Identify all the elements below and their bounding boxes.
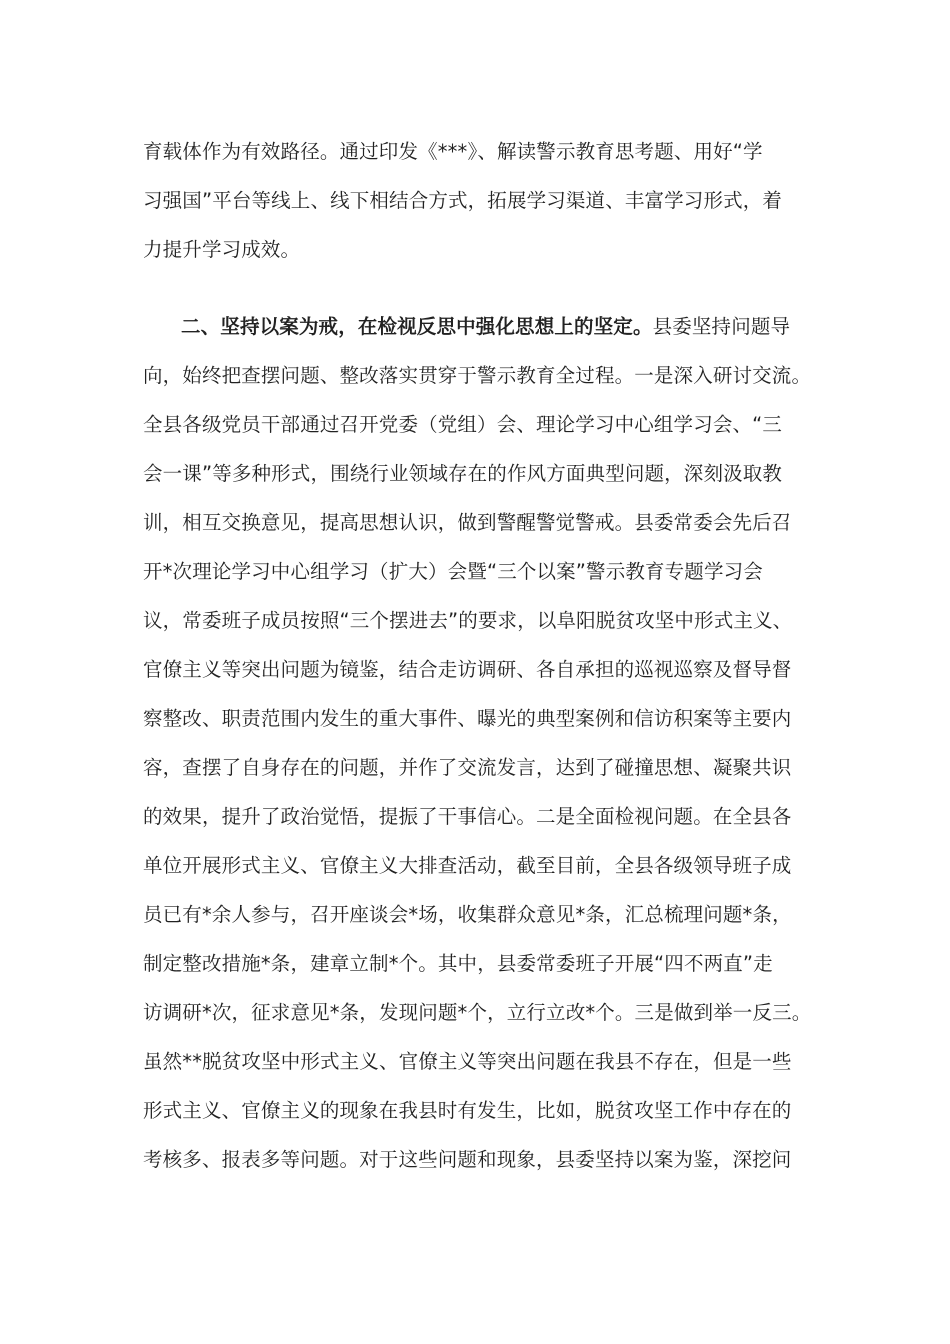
paragraph-1-line-3: 力提升学习成效。 [143,238,301,261]
paragraph-2-line: 员已有*余人参与，召开座谈会*场，收集群众意见*条，汇总梳理问题*条， [143,903,792,926]
paragraph-1-line-1: 育载体作为有效路径。通过印发《***》、解读警示教育思考题、用好“学 [143,140,763,163]
section-heading: 二、坚持以案为戒，在检视反思中强化思想上的坚定。 [181,315,653,338]
paragraph-2-line: 的效果，提升了政治觉悟，提振了干事信心。二是全面检视问题。在全县各 [143,805,792,828]
section-heading-continuation: 县委坚持问题导 [652,315,791,338]
paragraph-2-line: 单位开展形式主义、官僚主义大排查活动，截至目前，全县各级领导班子成 [143,854,792,877]
paragraph-2-line: 形式主义、官僚主义的现象在我县时有发生，比如，脱贫攻坚工作中存在的 [143,1099,792,1122]
paragraph-1-line-2: 习强国”平台等线上、线下相结合方式，拓展学习渠道、丰富学习形式，着 [143,189,783,212]
paragraph-2-first-line [181,312,823,342]
paragraph-2-line: 开*次理论学习中心组学习（扩大）会暨“三个以案”警示教育专题学习会 [143,560,763,583]
paragraph-2-line: 全县各级党员干部通过召开党委（党组）会、理论学习中心组学习会、“三 [143,413,783,436]
paragraph-2-line: 察整改、职责范围内发生的重大事件、曝光的典型案例和信访积案等主要内 [143,707,792,730]
paragraph-2-line: 考核多、报表多等问题。对于这些问题和现象，县委坚持以案为鉴，深挖问 [143,1148,792,1171]
paragraph-2-line: 容，查摆了自身存在的问题，并作了交流发言，达到了碰撞思想、凝聚共识 [143,756,792,779]
paragraph-2-line: 制定整改措施*条，建章立制*个。其中，县委常委班子开展“四不两直”走 [143,952,773,975]
paragraph-2-line: 官僚主义等突出问题为镜鉴，结合走访调研、各自承担的巡视巡察及督导督 [143,658,792,681]
paragraph-2-line: 议，常委班子成员按照“三个摆进去”的要求，以阜阳脱贫攻坚中形式主义、 [143,609,793,632]
paragraph-2-line: 会一课”等多种形式，围绕行业领域存在的作风方面典型问题，深刻汲取教 [143,462,783,485]
paragraph-2-line: 训，相互交换意见，提高思想认识，做到警醒警觉警戒。县委常委会先后召 [143,511,792,534]
paragraph-2-line: 虽然**脱贫攻坚中形式主义、官僚主义等突出问题在我县不存在，但是一些 [143,1050,792,1073]
paragraph-2-line: 访调研*次，征求意见*条，发现问题*个，立行立改*个。三是做到举一反三。 [143,1001,812,1024]
paragraph-2-line: 向，始终把查摆问题、整改落实贯穿于警示教育全过程。一是深入研讨交流。 [143,364,812,387]
